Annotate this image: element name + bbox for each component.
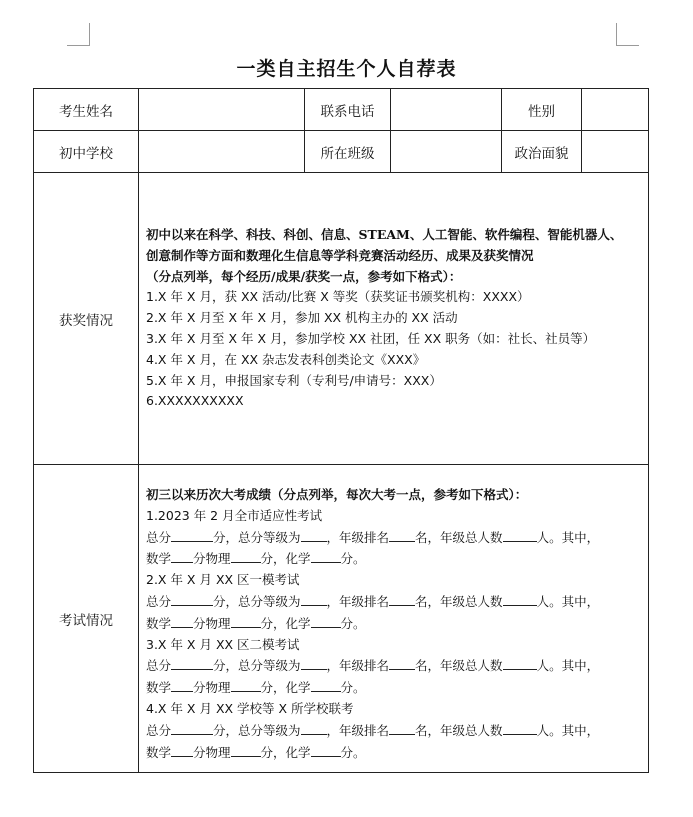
fill-in-blank[interactable] [311,613,341,628]
fill-in-blank[interactable] [231,548,261,563]
exam-subject-line: 数学 分物理 分，化学 分。 [146,613,646,635]
award-item: 2.X 年 X 月至 X 年 X 月，参加 XX 机构主办的 XX 活动 [146,310,458,326]
fill-in-blank[interactable] [503,527,537,542]
fill-in-blank[interactable] [171,677,193,692]
award-item: 6.XXXXXXXXXX [146,393,244,409]
page-title: 一类自主招生个人自荐表 [236,58,457,80]
fill-in-blank[interactable] [171,527,213,542]
exam-score-line: 总分 分，总分等级为 ，年级排名 名，年级总人数 人。其中， [146,591,646,613]
political-status-field[interactable] [582,131,648,172]
awards-label: 获奖情况 [59,312,113,329]
fill-in-blank[interactable] [231,677,261,692]
exam-score-line: 总分 分，总分等级为 ，年级排名 名，年级总人数 人。其中， [146,527,646,549]
name-label: 考生姓名 [59,103,113,120]
awards-heading-line: 创意制作等方面和数理化生信息等学科竞赛活动经历、成果及获奖情况 [146,247,534,263]
fill-in-blank[interactable] [389,655,415,670]
fill-in-blank[interactable] [301,591,327,606]
exam-subject-line: 数学 分物理 分，化学 分。 [146,548,646,570]
fill-in-blank[interactable] [311,677,341,692]
exams-content[interactable] [146,485,646,763]
class-label: 所在班级 [320,145,375,162]
application-form-table [33,88,649,773]
exam-score-line: 总分 分，总分等级为 ，年级排名 名，年级总人数 人。其中， [146,655,646,677]
fill-in-blank[interactable] [389,720,415,735]
exam-score-line: 总分 分，总分等级为 ，年级排名 名，年级总人数 人。其中， [146,720,646,742]
award-item: 1.X 年 X 月，获 XX 活动/比赛 X 等奖（获奖证书颁奖机构：XXXX） [146,289,530,305]
fill-in-blank[interactable] [503,655,537,670]
fill-in-blank[interactable] [171,613,193,628]
phone-label: 联系电话 [320,103,375,120]
gender-label: 性别 [528,103,555,120]
fill-in-blank[interactable] [171,742,193,757]
exam-title: 3.X 年 X 月 XX 区二模考试 [146,636,300,652]
awards-heading-line: 初中以来在科学、科技、科创、信息、STEAM、人工智能、软件编程、智能机器人、 [146,227,623,242]
awards-heading-line: （分点列举，每个经历/成果/获奖一点，参考如下格式）： [146,268,462,284]
fill-in-blank[interactable] [171,591,213,606]
fill-in-blank[interactable] [301,720,327,735]
page-corner-mark-top-right [616,23,639,46]
exams-heading: 初三以来历次大考成绩（分点列举，每次大考一点，参考如下格式）： [146,487,528,502]
fill-in-blank[interactable] [171,655,213,670]
class-field[interactable] [391,131,501,172]
fill-in-blank[interactable] [171,548,193,563]
fill-in-blank[interactable] [389,591,415,606]
political-status-label: 政治面貌 [514,145,569,162]
award-item: 5.X 年 X 月，申报国家专利（专利号/申请号：XXX） [146,372,442,388]
exam-subject-line: 数学 分物理 分，化学 分。 [146,677,646,699]
gender-field[interactable] [582,89,648,130]
exam-subject-line: 数学 分物理 分，化学 分。 [146,742,646,764]
phone-field[interactable] [391,89,501,130]
name-field[interactable] [139,89,304,130]
exam-title: 2.X 年 X 月 XX 区一模考试 [146,572,300,588]
fill-in-blank[interactable] [503,591,537,606]
fill-in-blank[interactable] [231,742,261,757]
column-divider [138,89,139,772]
fill-in-blank[interactable] [311,742,341,757]
fill-in-blank[interactable] [503,720,537,735]
exam-title: 4.X 年 X 月 XX 学校等 X 所学校联考 [146,700,354,716]
exams-label: 考试情况 [59,612,113,629]
award-item: 4.X 年 X 月，在 XX 杂志发表科创类论文《XXX》 [146,351,426,367]
fill-in-blank[interactable] [311,548,341,563]
fill-in-blank[interactable] [231,613,261,628]
fill-in-blank[interactable] [389,527,415,542]
fill-in-blank[interactable] [301,527,327,542]
awards-content[interactable] [146,225,646,412]
fill-in-blank[interactable] [171,720,213,735]
exam-title: 1.2023 年 2 月全市适应性考试 [146,507,323,523]
fill-in-blank[interactable] [301,655,327,670]
award-item: 3.X 年 X 月至 X 年 X 月，参加学校 XX 社团，任 XX 职务（如：社长、社员等） [146,330,596,346]
page-corner-mark-top-left [67,23,90,46]
school-field[interactable] [139,131,304,172]
school-label: 初中学校 [59,145,113,162]
